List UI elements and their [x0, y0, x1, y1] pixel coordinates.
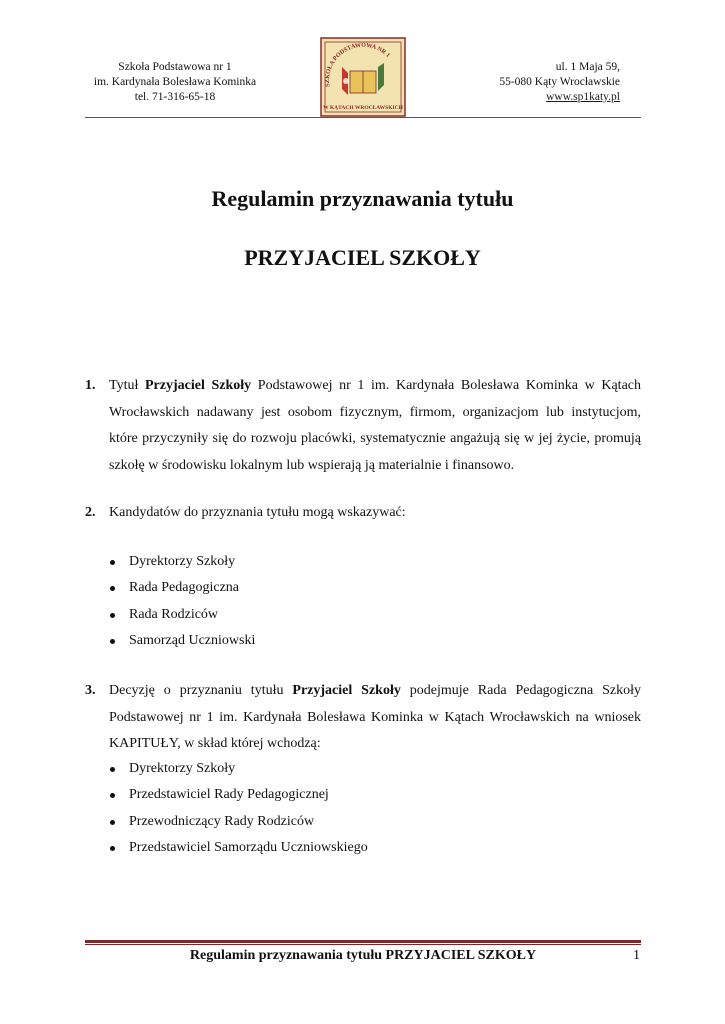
school-patron: im. Kardynała Bolesława Kominka	[93, 76, 257, 88]
section-text: Kandydatów do przyznania tytułu mogą wskazywać:	[109, 505, 406, 520]
list-item: Przewodniczący Rady Rodziców	[108, 809, 608, 835]
svg-text:SZKOŁA PODSTAWOWA NR 1: SZKOŁA PODSTAWOWA NR 1	[323, 41, 392, 88]
school-address	[480, 60, 620, 105]
website-link[interactable]: www.sp1katy.pl	[546, 91, 620, 103]
svg-text:W KĄTACH WROCŁAWSKICH: W KĄTACH WROCŁAWSKICH	[323, 105, 403, 111]
section-number: 3.	[85, 683, 96, 698]
list-item: Dyrektorzy Szkoły	[108, 756, 608, 782]
page-header	[0, 0, 725, 120]
school-name: Szkoła Podstawowa nr 1	[118, 61, 232, 73]
school-logo-icon	[320, 37, 406, 117]
page-title: Regulamin przyznawania tytułu	[211, 186, 514, 211]
list-item: Samorząd Uczniowski	[108, 628, 608, 654]
section-number: 1.	[85, 378, 96, 393]
list-item: Dyrektorzy Szkoły	[108, 549, 608, 575]
section-text: Tytuł Przyjaciel Szkoły Podstawowej nr 1 im. Kardynała Bolesława Kominka w Kątach Wrocławskich nadawany jest osobom fizycznym, firmom, organizacjom lub instytucjom, które przyczyniły się do rozwoju placówki, systematycznie angażują się w jej życie, promują szkołę w środowisku lokalnym lub wspierają ją materialnie i finansowo.	[109, 378, 641, 473]
list-item: Przedstawiciel Samorządu Uczniowskiego	[108, 835, 608, 861]
section-2	[85, 500, 641, 527]
section-text: Decyzję o przyznaniu tytułu Przyjaciel Szkoły podejmuje Rada Pedagogiczna Szkoły Podstawowej nr 1 im. Kardynała Bolesława Kominka w Kątach Wrocławskich na wniosek KAPITUŁY, w skład której wchodzą:	[109, 683, 642, 751]
section-1	[85, 373, 641, 479]
section-number: 2.	[85, 505, 96, 520]
list-item: Rada Pedagogiczna	[108, 575, 608, 601]
address-city: 55-080 Kąty Wrocławskie	[499, 76, 620, 88]
chapter-members-list	[108, 756, 608, 861]
page-number: 1	[633, 948, 640, 963]
header-divider	[85, 117, 641, 118]
school-phone: tel. 71-316-65-18	[134, 91, 216, 103]
school-info	[80, 60, 270, 105]
footer-title: Regulamin przyznawania tytułu PRZYJACIEL SZKOŁY	[189, 948, 537, 963]
footer-divider	[85, 940, 641, 943]
page-subtitle: PRZYJACIEL SZKOŁY	[244, 245, 481, 270]
nominators-list	[108, 549, 608, 654]
list-item: Przedstawiciel Rady Pedagogicznej	[108, 782, 608, 808]
footer-divider-thin	[85, 944, 641, 945]
section-3	[85, 678, 641, 758]
address-street: ul. 1 Maja 59,	[555, 61, 620, 73]
list-item: Rada Rodziców	[108, 602, 608, 628]
